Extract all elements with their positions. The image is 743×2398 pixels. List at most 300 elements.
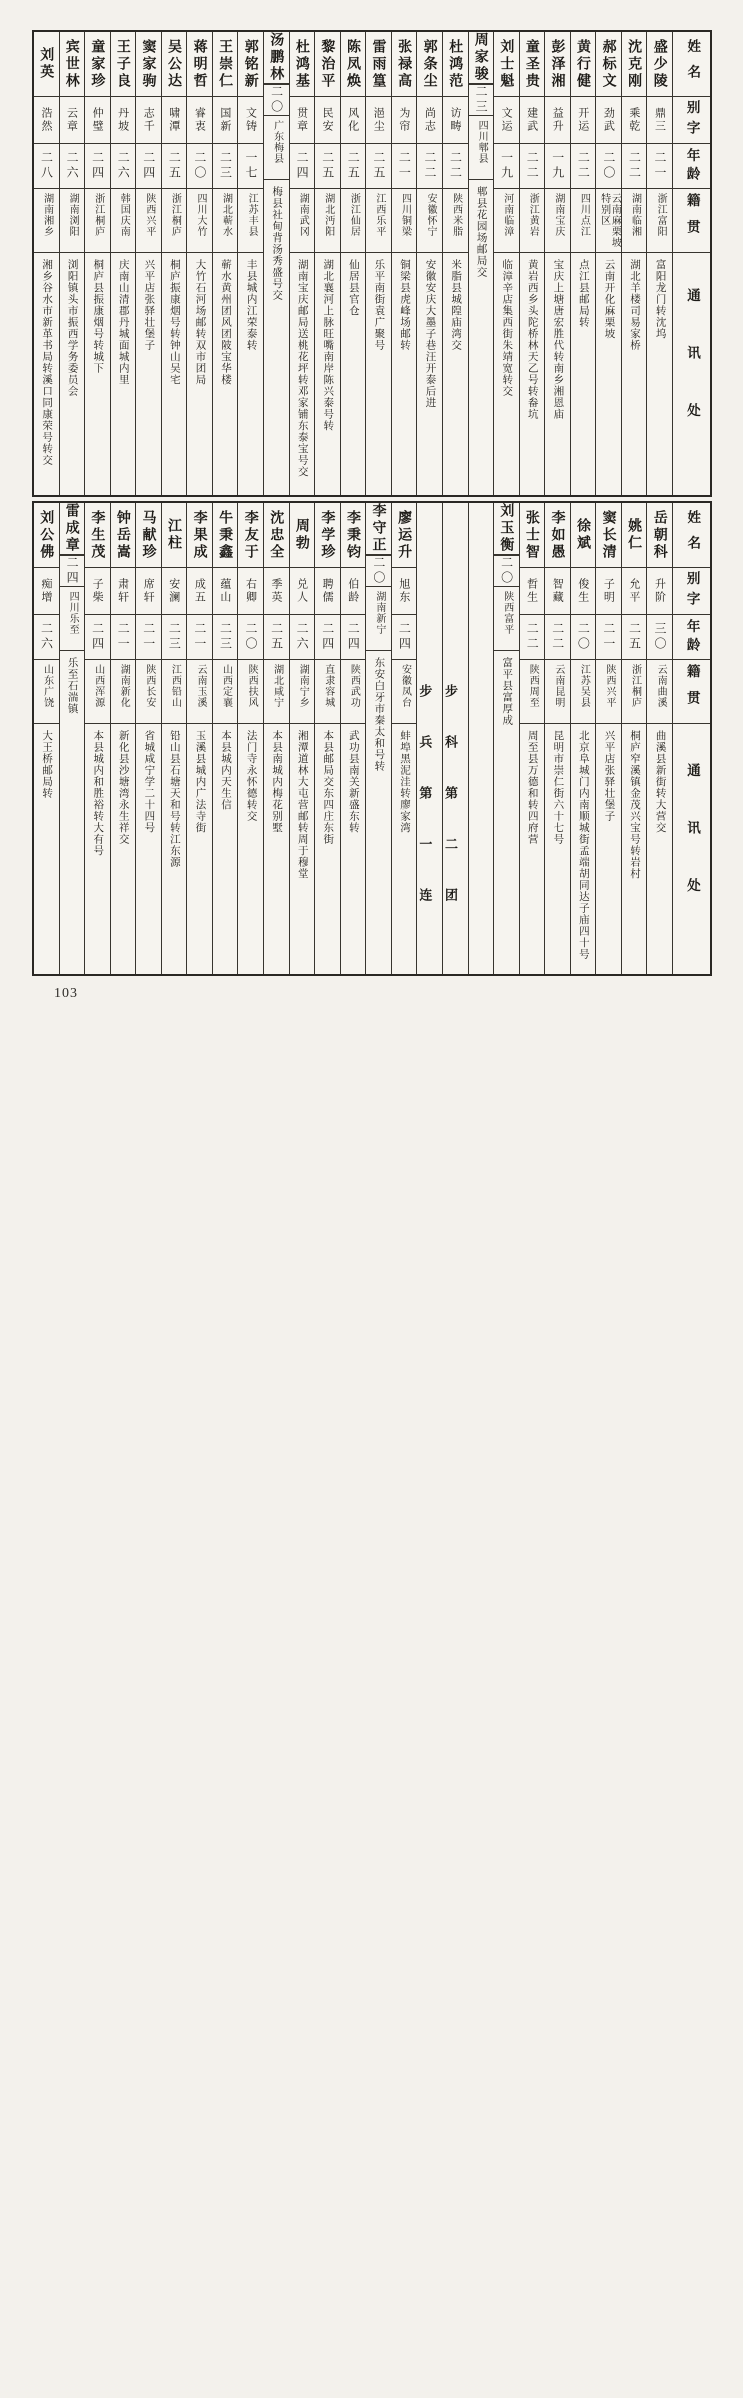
person-column <box>545 32 571 495</box>
address-cell <box>290 724 315 974</box>
age-text: 一九 <box>550 151 565 181</box>
age-text: 二八 <box>39 151 54 181</box>
address-text: 米脂县城隍庙湾交 <box>450 259 463 351</box>
name-text: 王子良 <box>114 38 131 90</box>
origin-cell <box>290 189 315 253</box>
origin-text: 湖南浏阳 <box>67 193 79 237</box>
origin-cell <box>366 189 391 253</box>
zi-cell <box>545 568 570 615</box>
name-text: 郭条尘 <box>421 38 438 90</box>
age-cell <box>366 556 391 587</box>
zi-cell <box>520 568 545 615</box>
name-text: 宾世林 <box>63 38 80 90</box>
address-cell <box>494 651 519 2398</box>
origin-header-text: 籍贯 <box>683 193 700 246</box>
zi-cell <box>392 97 417 144</box>
origin-text: 湖南临湘 <box>629 193 641 237</box>
origin-cell <box>60 189 85 253</box>
name-text: 刘公佛 <box>38 509 55 561</box>
name-text: 李友于 <box>242 509 259 561</box>
age-cell <box>494 556 519 587</box>
name-cell <box>494 503 519 555</box>
name-cell <box>622 32 647 97</box>
origin-cell <box>520 189 545 253</box>
header-name-label <box>673 503 710 568</box>
zi-text: 贯章 <box>295 107 309 133</box>
age-text: 二四 <box>65 556 80 586</box>
origin-text: 广东梅县 <box>271 120 283 164</box>
age-cell <box>443 144 468 189</box>
age-text: 二三 <box>474 85 489 115</box>
name-cell <box>238 32 263 97</box>
address-text: 黄岩西乡头陀桥林天乙号转畚坑 <box>526 259 539 420</box>
blank-column <box>469 503 495 974</box>
address-cell <box>136 253 161 495</box>
age-text: 一七 <box>244 151 259 181</box>
name-text: 盛少陵 <box>651 38 668 90</box>
zi-text: 益升 <box>551 107 565 133</box>
name-cell <box>187 32 212 97</box>
zi-text: 国新 <box>218 107 232 133</box>
zi-text: 风化 <box>346 107 360 133</box>
person-column <box>417 32 443 495</box>
name-cell <box>315 503 340 568</box>
zi-cell <box>187 568 212 615</box>
address-cell <box>392 253 417 495</box>
age-text: 二四 <box>90 151 105 181</box>
age-text: 二二 <box>627 151 642 181</box>
address-cell <box>366 651 391 2398</box>
name-cell <box>213 503 238 568</box>
age-text: 二六 <box>65 151 80 181</box>
origin-cell <box>213 189 238 253</box>
origin-cell <box>111 189 136 253</box>
person-column <box>34 503 60 974</box>
address-text: 丰县城内江荣泰转 <box>245 259 258 351</box>
header-zi-label <box>673 568 710 615</box>
zi-cell <box>187 97 212 144</box>
address-text: 蚌埠黑泥洼转廖家湾 <box>398 730 411 834</box>
address-cell <box>596 724 621 974</box>
person-column <box>647 503 673 974</box>
address-cell <box>571 253 596 495</box>
address-cell <box>341 253 366 495</box>
person-column <box>494 32 520 495</box>
age-text: 二四 <box>295 151 310 181</box>
name-cell <box>85 503 110 568</box>
zi-text: 肃轩 <box>116 578 130 604</box>
header-origin-label <box>673 660 710 724</box>
zi-cell <box>315 568 340 615</box>
person-column <box>264 32 290 495</box>
age-text: 二五 <box>346 151 361 181</box>
origin-cell <box>315 189 340 253</box>
address-cell <box>238 253 263 495</box>
age-cell <box>213 615 238 660</box>
origin-cell <box>520 660 545 724</box>
address-cell <box>647 724 672 974</box>
address-text: 乐平南街袁广聚号 <box>373 259 386 351</box>
zi-cell <box>238 97 263 144</box>
zi-cell <box>596 97 621 144</box>
address-cell <box>622 253 647 495</box>
address-cell <box>162 253 187 495</box>
name-cell <box>136 32 161 97</box>
name-text: 刘玉衡 <box>498 503 515 554</box>
origin-cell <box>647 660 672 724</box>
address-text: 兴平店张驿壮堡子 <box>143 259 156 351</box>
name-text: 黄行健 <box>575 38 592 90</box>
unit-marker-label: 步兵第一连 <box>416 684 432 939</box>
zi-header-text: 别字 <box>683 99 700 141</box>
name-text: 彭泽湘 <box>549 38 566 90</box>
address-cell <box>34 253 59 495</box>
zi-cell <box>417 97 442 144</box>
address-text: 铜梁县虎峰场邮转 <box>398 259 411 351</box>
origin-text: 云南昆明 <box>552 664 564 708</box>
person-column <box>315 503 341 974</box>
roster-table-bottom <box>32 501 712 976</box>
origin-cell <box>392 189 417 253</box>
zi-cell <box>622 97 647 144</box>
age-cell <box>392 615 417 660</box>
name-cell <box>213 32 238 97</box>
zi-cell <box>264 568 289 615</box>
address-cell <box>520 724 545 974</box>
name-header-text: 姓名 <box>684 509 701 561</box>
age-cell <box>341 144 366 189</box>
zi-text: 成五 <box>193 578 207 604</box>
zi-text: 席轩 <box>142 578 156 604</box>
age-cell <box>571 144 596 189</box>
address-cell <box>417 253 442 495</box>
zi-text: 季英 <box>270 578 284 604</box>
name-text: 刘英 <box>38 47 55 81</box>
person-column <box>571 32 597 495</box>
name-text: 杜鸿基 <box>293 38 310 90</box>
person-column <box>60 32 86 495</box>
address-cell <box>264 724 289 974</box>
name-text: 沈克刚 <box>626 38 643 90</box>
address-cell <box>622 724 647 974</box>
origin-text: 湖南新宁 <box>373 591 385 635</box>
address-text: 曲溪县新街转大营交 <box>654 730 667 834</box>
origin-text: 湖南武冈 <box>297 193 309 237</box>
name-text: 陈凤焕 <box>344 38 361 90</box>
age-text: 二〇 <box>576 622 591 652</box>
name-cell <box>136 503 161 568</box>
name-text: 李果成 <box>191 509 208 561</box>
name-text: 李如愚 <box>549 509 566 561</box>
origin-cell <box>290 660 315 724</box>
age-cell <box>85 144 110 189</box>
name-text: 雷成章 <box>63 503 80 554</box>
address-cell <box>213 724 238 974</box>
origin-text: 浙江桐庐 <box>92 193 104 237</box>
address-text: 北京阜城门内南顺城街孟端胡同达子庙四十号 <box>577 730 590 960</box>
origin-text: 浙江富阳 <box>655 193 667 237</box>
zi-text: 文运 <box>500 107 514 133</box>
unit-marker-column <box>417 503 443 974</box>
address-cell <box>520 253 545 495</box>
origin-cell <box>162 189 187 253</box>
person-column <box>34 32 60 495</box>
origin-text: 陕西兴平 <box>143 193 155 237</box>
name-cell <box>622 503 647 568</box>
origin-text: 湖南宝庆 <box>552 193 564 237</box>
age-cell <box>34 144 59 189</box>
header-address-label <box>673 253 710 495</box>
name-cell <box>264 503 289 568</box>
zi-cell <box>136 568 161 615</box>
header-origin-label <box>673 189 710 253</box>
name-cell <box>366 32 391 97</box>
age-text: 二二 <box>525 622 540 652</box>
origin-text: 安徽怀宁 <box>425 193 437 237</box>
age-cell <box>238 144 263 189</box>
address-cell <box>596 253 621 495</box>
age-cell <box>60 556 85 587</box>
name-cell <box>60 503 85 555</box>
age-text: 二二 <box>422 151 437 181</box>
zi-cell <box>111 568 136 615</box>
zi-cell <box>341 568 366 615</box>
address-cell <box>34 724 59 974</box>
name-cell <box>34 32 59 97</box>
name-text: 李生茂 <box>89 509 106 561</box>
age-text: 二〇 <box>601 151 616 181</box>
zi-cell <box>571 97 596 144</box>
zi-text: 丹坡 <box>116 107 130 133</box>
address-cell <box>545 253 570 495</box>
address-text: 桐庐县振康烟号转城下 <box>92 259 105 374</box>
header-name-label <box>673 32 710 97</box>
address-text: 武功县南关新盛东转 <box>347 730 360 834</box>
name-text: 郭铭新 <box>242 38 259 90</box>
zi-text: 允平 <box>627 578 641 604</box>
address-text: 浏阳镇头市振西学务委员会 <box>66 259 79 397</box>
name-text: 刘士魁 <box>498 38 515 90</box>
zi-text: 建武 <box>525 107 539 133</box>
name-text: 李守正 <box>370 503 387 554</box>
zi-text: 子柴 <box>91 578 105 604</box>
age-text: 二〇 <box>192 151 207 181</box>
age-cell <box>341 615 366 660</box>
unit-marker-label: 步科第二团 <box>441 684 457 939</box>
unit-marker-column <box>443 503 469 974</box>
age-cell <box>315 615 340 660</box>
person-column <box>162 32 188 495</box>
person-column <box>85 32 111 495</box>
age-text: 二三 <box>167 622 182 652</box>
name-text: 徐斌 <box>575 518 592 552</box>
name-text: 马献珍 <box>140 509 157 561</box>
name-text: 童家珍 <box>89 38 106 90</box>
zi-text: 啸潭 <box>167 107 181 133</box>
zi-text: 民安 <box>321 107 335 133</box>
name-text: 周家骏 <box>472 32 489 83</box>
address-text: 桐庐振康烟号转钟山吴宅 <box>168 259 181 386</box>
origin-cell <box>622 189 647 253</box>
header-zi-label <box>673 97 710 144</box>
origin-text: 陕西兴平 <box>603 664 615 708</box>
header-column <box>673 32 710 495</box>
header-age-label <box>673 615 710 660</box>
address-header-text: 通讯处 <box>684 287 701 461</box>
origin-text: 湖北沔阳 <box>322 193 334 237</box>
address-cell <box>341 724 366 974</box>
address-cell <box>60 651 85 2398</box>
age-cell <box>264 85 289 116</box>
age-text: 三〇 <box>653 622 668 652</box>
zi-text: 升阶 <box>653 578 667 604</box>
age-text: 二四 <box>141 151 156 181</box>
zi-text: 伯龄 <box>346 578 360 604</box>
person-column <box>392 32 418 495</box>
age-text: 二五 <box>269 622 284 652</box>
address-text: 乐至石湍镇 <box>66 657 79 715</box>
name-text: 江柱 <box>166 518 183 552</box>
zi-text: 痴增 <box>39 578 53 604</box>
age-cell <box>85 615 110 660</box>
name-text: 杜鸿范 <box>447 38 464 90</box>
zi-cell <box>34 568 59 615</box>
name-cell <box>596 503 621 568</box>
age-cell <box>111 615 136 660</box>
age-text: 二〇 <box>269 85 284 115</box>
age-cell <box>494 144 519 189</box>
age-cell <box>392 144 417 189</box>
age-cell <box>647 144 672 189</box>
address-text: 大王桥邮局转 <box>41 730 54 799</box>
name-text: 郝标文 <box>600 38 617 90</box>
age-cell <box>238 615 263 660</box>
age-text: 二一 <box>397 151 412 181</box>
address-cell <box>647 253 672 495</box>
zi-cell <box>315 97 340 144</box>
origin-text: 浙江仙居 <box>348 193 360 237</box>
address-text: 安徽安庆大墨子巷汪开泰后进 <box>424 259 437 409</box>
person-column <box>622 32 648 495</box>
origin-text: 浙江黄岩 <box>527 193 539 237</box>
origin-cell <box>111 660 136 724</box>
origin-text: 云南麻栗坡特别区 <box>598 193 621 248</box>
address-text: 本县邮局交东四庄东街 <box>322 730 335 845</box>
address-cell <box>187 724 212 974</box>
person-column <box>520 32 546 495</box>
address-text: 周至县万德和转四府营 <box>526 730 539 845</box>
name-text: 岳朝科 <box>651 509 668 561</box>
origin-cell <box>341 189 366 253</box>
address-cell <box>213 253 238 495</box>
age-header-text: 年龄 <box>683 618 700 656</box>
zi-cell <box>494 97 519 144</box>
zi-cell <box>366 97 391 144</box>
name-cell <box>111 503 136 568</box>
zi-text: 鼎三 <box>653 107 667 133</box>
page-number: 103 <box>54 986 78 1001</box>
address-cell <box>290 253 315 495</box>
address-text: 仙居县官仓 <box>347 259 360 317</box>
age-cell <box>571 615 596 660</box>
origin-text: 四川铜梁 <box>399 193 411 237</box>
address-text: 蕲水黄州团风团陂宝华楼 <box>220 259 233 386</box>
age-cell <box>315 144 340 189</box>
origin-text: 安徽凤台 <box>399 664 411 708</box>
origin-text: 云南玉溪 <box>194 664 206 708</box>
origin-cell <box>238 660 263 724</box>
person-column <box>596 503 622 974</box>
address-cell <box>85 253 110 495</box>
age-cell <box>290 144 315 189</box>
origin-cell <box>571 189 596 253</box>
zi-text: 乘乾 <box>627 107 641 133</box>
age-text: 二二 <box>576 151 591 181</box>
age-text: 二五 <box>167 151 182 181</box>
origin-text: 湖南湘乡 <box>41 193 53 237</box>
name-cell <box>520 503 545 568</box>
address-cell <box>111 724 136 974</box>
zi-cell <box>85 568 110 615</box>
origin-text: 江苏丰县 <box>246 193 258 237</box>
age-cell <box>545 615 570 660</box>
name-text: 张士智 <box>523 509 540 561</box>
age-text: 二四 <box>397 622 412 652</box>
origin-cell <box>136 189 161 253</box>
name-text: 李秉钧 <box>344 509 361 561</box>
person-column <box>60 503 86 974</box>
person-column <box>162 503 188 974</box>
address-text: 桐庐窄溪镇金茂兴宝号转岩村 <box>629 730 642 880</box>
address-cell <box>494 253 519 495</box>
age-cell <box>647 615 672 660</box>
origin-text: 河南临漳 <box>501 193 513 237</box>
origin-cell <box>34 189 59 253</box>
address-text: 富平县富厚成 <box>501 657 514 726</box>
age-text: 二〇 <box>244 622 259 652</box>
age-text: 二一 <box>601 622 616 652</box>
age-cell <box>366 144 391 189</box>
origin-text: 浙江桐庐 <box>629 664 641 708</box>
zi-text: 访畴 <box>448 107 462 133</box>
origin-cell <box>596 660 621 724</box>
zi-cell <box>647 568 672 615</box>
age-cell <box>60 144 85 189</box>
scanned-roster-page <box>0 30 743 1054</box>
zi-text: 文铸 <box>244 107 258 133</box>
origin-cell <box>187 660 212 724</box>
name-cell <box>469 32 494 84</box>
origin-cell <box>545 189 570 253</box>
person-column <box>111 32 137 495</box>
name-header-text: 姓名 <box>684 38 701 90</box>
roster-table-top <box>32 30 712 497</box>
zi-text: 浩然 <box>39 107 53 133</box>
age-cell <box>290 615 315 660</box>
origin-text: 陕西长安 <box>143 664 155 708</box>
age-text: 二六 <box>295 622 310 652</box>
person-column <box>213 503 239 974</box>
age-cell <box>417 144 442 189</box>
age-text: 二四 <box>346 622 361 652</box>
origin-cell <box>315 660 340 724</box>
origin-cell <box>264 116 289 180</box>
age-cell <box>187 615 212 660</box>
address-header-text: 通讯处 <box>684 762 701 936</box>
age-text: 二〇 <box>499 556 514 586</box>
zi-cell <box>213 97 238 144</box>
person-column <box>545 503 571 974</box>
